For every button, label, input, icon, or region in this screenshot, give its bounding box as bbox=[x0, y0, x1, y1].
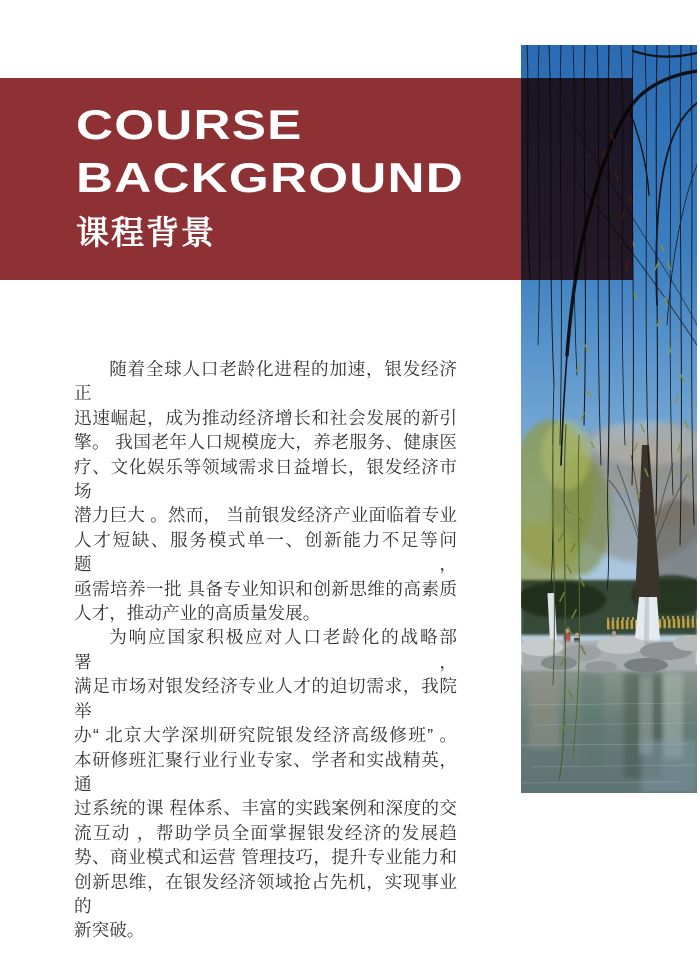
text-line: 流互动 ，帮助学员全面掌握银发经济的发展趋 bbox=[74, 822, 457, 843]
text-line: 为响应国家积极应对人口老龄化的战略部署， bbox=[74, 627, 457, 672]
text-line: 人才，推动产业的高质量发展。 bbox=[74, 603, 321, 624]
course-background-text bbox=[74, 357, 457, 943]
text-line: 办“ 北京大学深圳研究院银发经济高级修班” 。 bbox=[74, 725, 457, 746]
text-line: 满足市场对银发经济专业人才的迫切需求，我院举 bbox=[74, 676, 457, 721]
text-line: 创新思维，在银发经济领域抢占先机，实现事业的 bbox=[74, 871, 457, 916]
paragraph-1 bbox=[74, 357, 457, 625]
text-line: 潜力巨大 。然而， 当前银发经济产业面临着专业 bbox=[74, 505, 457, 526]
text-line: 亟需培养一批 具备专业知识和创新思维的高素质 bbox=[74, 578, 457, 599]
text-line: 擎。 我国老年人口规模庞大，养老服务、健康医 bbox=[74, 432, 457, 453]
text-line: 迅速崛起，成为推动经济增长和社会发展的新引 bbox=[74, 407, 457, 428]
text-line: 本研修班汇聚行业行业专家、学者和实战精英，通 bbox=[74, 749, 457, 794]
text-line: 疗、文化娱乐等领域需求日益增长，银发经济市场 bbox=[74, 456, 457, 502]
text-line: 势、商业模式和运营 管理技巧，提升专业能力和 bbox=[74, 847, 457, 868]
banner-subtitle: 课程背景 bbox=[76, 214, 216, 251]
paragraph-2 bbox=[74, 625, 457, 942]
banner-title-line1: COURSE bbox=[76, 101, 303, 148]
text-line: 新突破。 bbox=[74, 920, 145, 941]
banner-title bbox=[76, 98, 700, 204]
banner-title-line2: BACKGROUND bbox=[76, 154, 464, 201]
text-line: 人才短缺、服务模式单一、创新能力不足等问题， bbox=[74, 529, 457, 575]
text-line: 随着全球人口老龄化进程的加速，银发经济正 bbox=[74, 359, 457, 404]
text-line: 过系统的课 程体系、丰富的实践案例和深度的交 bbox=[74, 798, 457, 819]
course-background-banner bbox=[0, 78, 633, 280]
